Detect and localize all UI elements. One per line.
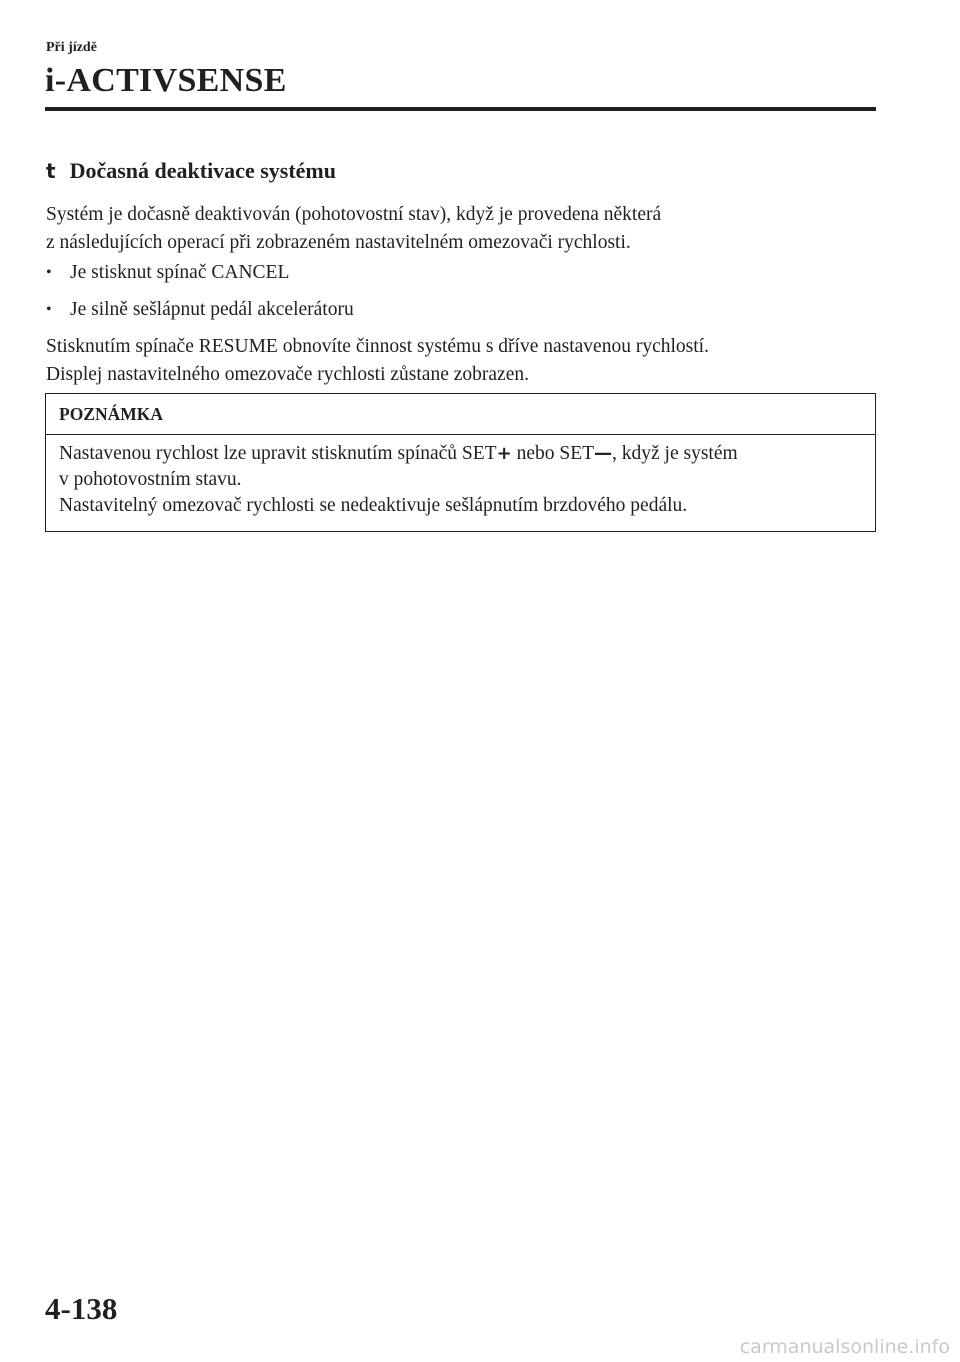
section-heading — [46, 158, 336, 184]
title-divider — [45, 107, 876, 111]
note-box — [45, 393, 876, 532]
note-title: POZNÁMKA — [46, 394, 875, 435]
note-text: nebo SET — [511, 443, 595, 464]
list-item-text: Je silně sešlápnut pedál akcelerátoru — [70, 299, 354, 320]
list-item-text: Je stisknut spínač CANCEL — [70, 262, 290, 283]
page-title: i-ACTIVSENSE — [45, 62, 287, 99]
note-text: Nastavenou rychlost lze upravit stisknutím spínačů SET — [59, 443, 497, 464]
section-heading-text: Dočasná deaktivace systému — [69, 158, 336, 183]
minus-icon: — — [594, 443, 613, 464]
page-number: 4-138 — [45, 1291, 118, 1326]
note-line: v pohotovostním stavu. — [59, 469, 242, 490]
list-item — [46, 296, 354, 324]
watermark: carmanualsonline.info — [739, 1336, 950, 1358]
note-body — [46, 435, 875, 525]
note-line: Nastavitelný omezovač rychlosti se nedeaktivuje sešlápnutím brzdového pedálu. — [59, 495, 688, 516]
bullet-icon: • — [46, 264, 52, 281]
note-text: , když je systém — [612, 443, 738, 464]
resume-line: Displej nastavitelného omezovače rychlosti zůstane zobrazen. — [46, 364, 529, 385]
plus-icon: + — [496, 443, 512, 464]
list-item — [46, 259, 289, 287]
bullet-icon: • — [46, 301, 52, 318]
intro-paragraph — [46, 201, 876, 257]
resume-line: Stisknutím spínače RESUME obnovíte činnost systému s dříve nastavenou rychlostí. — [46, 336, 709, 357]
resume-paragraph — [46, 333, 876, 389]
chapter-label: Při jízdě — [46, 40, 97, 55]
intro-line: Systém je dočasně deaktivován (pohotovostní stav), když je provedena některá — [46, 204, 662, 225]
intro-line: z následujících operací při zobrazeném nastavitelném omezovači rychlosti. — [46, 232, 631, 253]
section-marker-icon: t — [46, 159, 56, 183]
note-line — [59, 441, 862, 467]
